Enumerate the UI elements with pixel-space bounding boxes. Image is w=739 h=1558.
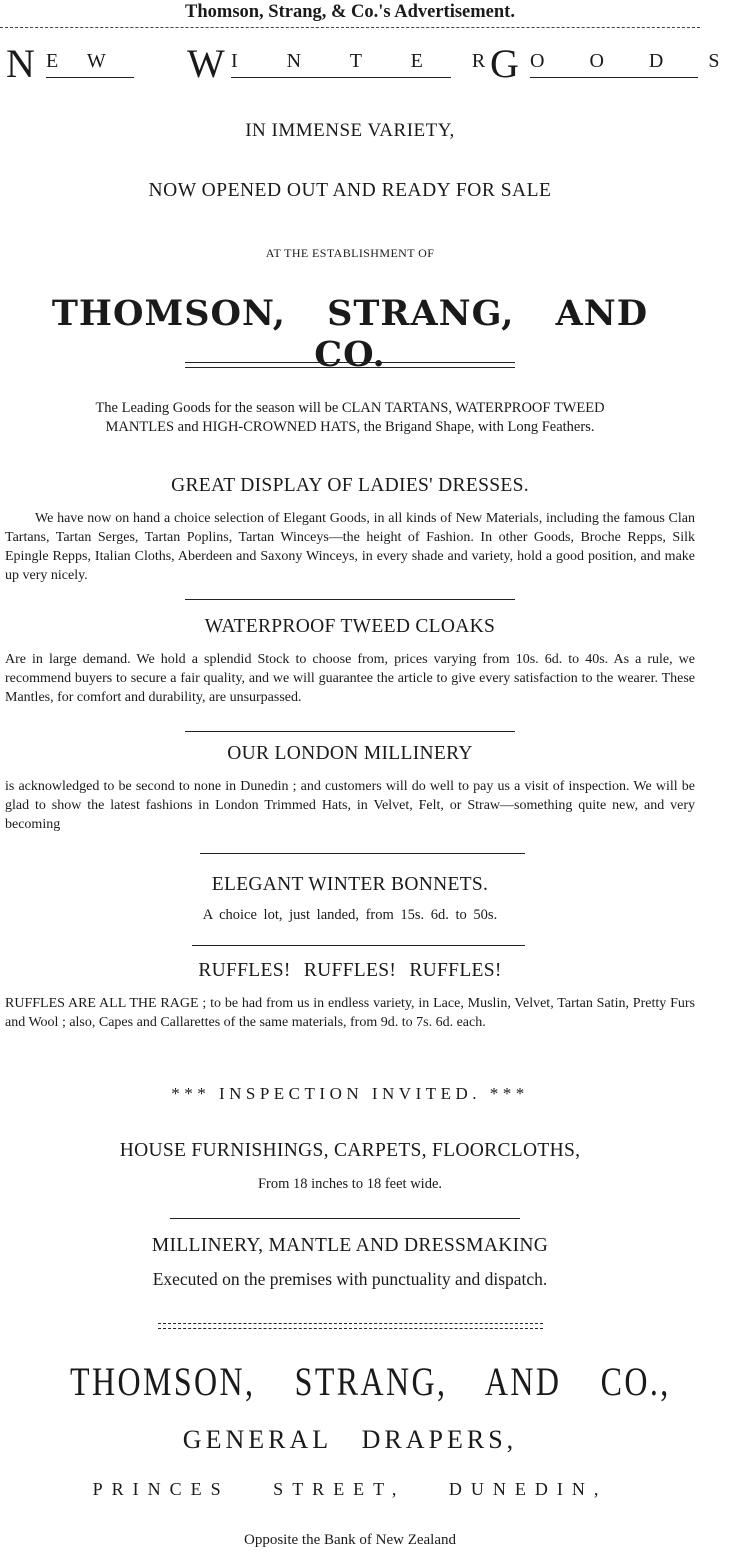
- new-winter-goods-banner: [0, 41, 739, 92]
- banner-cap-w: W: [187, 41, 225, 86]
- furnishings-rule: [170, 1218, 520, 1219]
- dresses-heading: GREAT DISPLAY OF LADIES' DRESSES.: [171, 475, 529, 496]
- advertisement-title: Thomson, Strang, & Co.'s Advertisement.: [185, 2, 515, 22]
- immense-variety-line: IN IMMENSE VARIETY,: [245, 120, 455, 141]
- cloaks-paragraph: Are in large demand. We hold a splendid Stock to choose from, prices varying from 10s. 6d. to 40s. As a rule, we recommend buyers to secure a fair quality, and we will guarantee the article to give every satisfaction to the wearer. These Mantles, for comfort and durability, are unsurpassed.: [5, 652, 695, 705]
- opposite-bank-line: Opposite the Bank of New Zealand: [243, 1532, 457, 1548]
- footer-rule-bottom: [158, 1328, 543, 1329]
- opened-out-line: NOW OPENED OUT AND READY FOR SALE: [148, 180, 552, 201]
- firm-name-heading: THOMSON, STRANG, AND CO.: [51, 293, 649, 375]
- bonnets-line: A choice lot, just landed, from 15s. 6d. to 50s.: [202, 907, 498, 923]
- cloaks-heading: WATERPROOF TWEED CLOAKS: [204, 616, 496, 637]
- banner-cap-g: G: [490, 41, 519, 86]
- millinery-paragraph: is acknowledged to be second to none in Dunedin ; and customers will do well to pay us a visit of inspection. We will be glad to show the latest fashions in London Trimmed Hats, in Velvet, Felt, or Straw—something quite new, and very becoming: [5, 779, 695, 832]
- banner-rest-goods: O O D S: [530, 50, 698, 78]
- header-rule: [0, 27, 700, 28]
- banner-rest-new: E W: [46, 50, 134, 78]
- dressmaking-sub: Executed on the premises with punctuality and dispatch.: [152, 1269, 548, 1289]
- leading-goods-line1: The Leading Goods for the season will be CLAN TARTANS, WATERPROOF TWEED: [95, 400, 605, 416]
- banner-cap-n: N: [6, 41, 35, 86]
- dresses-rule: [185, 599, 515, 600]
- general-drapers-line: GENERAL DRAPERS,: [182, 1425, 518, 1454]
- inspection-invited-line: *** INSPECTION INVITED. ***: [171, 1084, 529, 1103]
- banner-rest-winter: I N T E R: [231, 50, 451, 78]
- princes-street-line: PRINCES STREET, DUNEDIN,: [92, 1479, 608, 1499]
- leading-goods-line2: MANTLES and HIGH-CROWNED HATS, the Brigand Shape, with Long Feathers.: [105, 419, 595, 435]
- furnishings-heading: HOUSE FURNISHINGS, CARPETS, FLOORCLOTHS,: [119, 1140, 581, 1161]
- millinery-rule: [200, 853, 525, 854]
- footer-firm-name: THOMSON, STRANG, AND CO.,: [70, 1359, 671, 1404]
- bonnets-heading: ELEGANT WINTER BONNETS.: [211, 874, 489, 895]
- millinery-heading: OUR LONDON MILLINERY: [227, 743, 473, 764]
- double-rule-bottom: [185, 367, 515, 368]
- dresses-paragraph: We have now on hand a choice selection of Elegant Goods, in all kinds of New Materials, including the famous Clan Tartans, Tartan Serges, Tartan Poplins, Tartan Winceys—the height of Fashion. In other Goods, Broche Repps, Silk Epingle Repps, Italian Cloths, Aberdeen and Saxony Winceys, in every shade and variety, hold a good position, and make up very nicely.: [5, 511, 695, 583]
- banner-word-goods: [490, 41, 739, 86]
- establishment-line: AT THE ESTABLISHMENT OF: [265, 246, 435, 260]
- banner-word-winter: [187, 41, 508, 86]
- ruffles-heading: RUFFLES! RUFFLES! RUFFLES!: [198, 960, 502, 981]
- dressmaking-heading: MILLINERY, MANTLE AND DRESSMAKING: [151, 1235, 549, 1256]
- ruffles-paragraph: RUFFLES ARE ALL THE RAGE ; to be had from us in endless variety, in Lace, Muslin, Velvet, Tartan Satin, Pretty Furs and Wool ; also, Capes and Callarettes of the same materials, from 9d. to 7s. 6d. each.: [5, 996, 695, 1030]
- footer-rule-top: [158, 1323, 543, 1324]
- cloaks-rule: [185, 731, 515, 732]
- banner-word-new: [6, 41, 118, 86]
- bonnets-rule: [192, 945, 525, 946]
- double-rule-top: [185, 362, 515, 363]
- leading-goods-notice: [0, 399, 700, 437]
- furnishings-sub: From 18 inches to 18 feet wide.: [257, 1176, 443, 1192]
